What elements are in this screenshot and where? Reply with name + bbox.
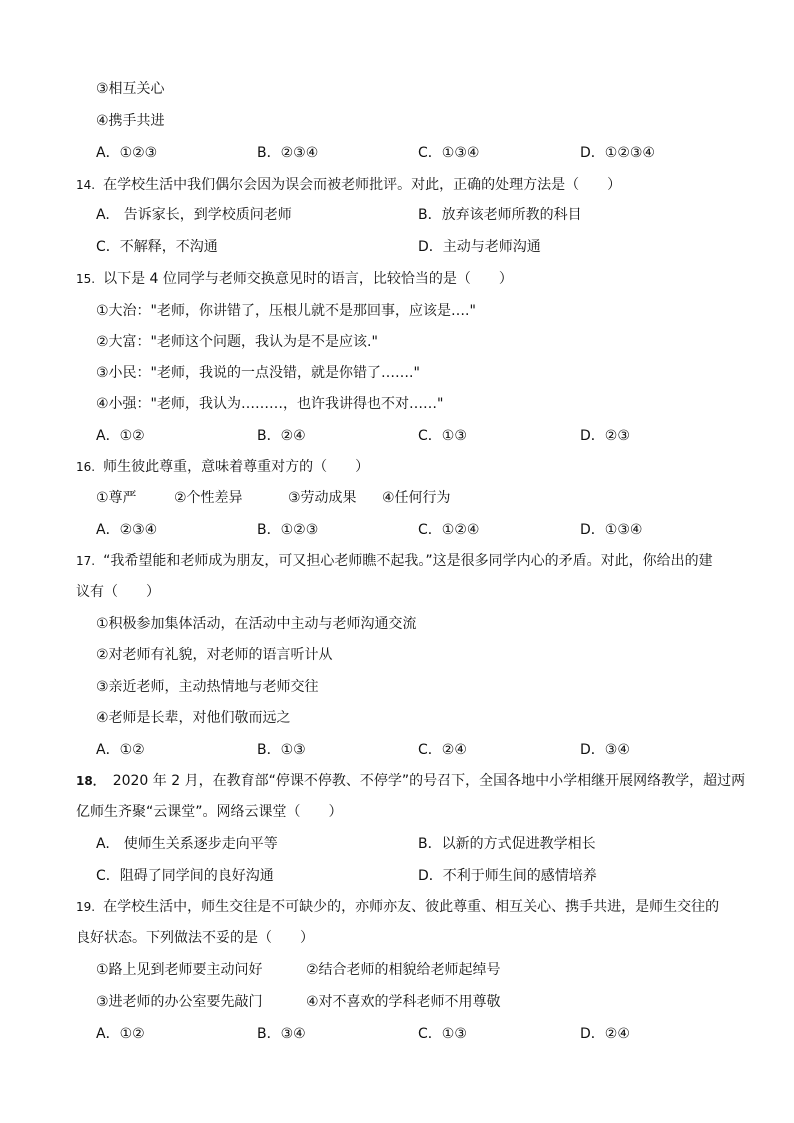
q16-item-4: ④任何行为 — [382, 490, 451, 506]
q13-choice-c: C．①③④ — [418, 145, 480, 161]
q15-choice-d: D．②③ — [580, 428, 630, 444]
q14-choice-a: A. 告诉家长，到学校质问老师 — [96, 207, 292, 223]
q19-stem-line2: 良好状态。下列做法不妥的是（ ） — [76, 930, 314, 946]
q16-text: 师生彼此尊重，意味着尊重对方的（ ） — [103, 459, 370, 475]
q17-number: 17. — [76, 554, 96, 568]
q18-choice-d: D．不利于师生间的感情培养 — [418, 868, 597, 884]
q18-text-1: 2020 年 2 月，在教育部“停课不停教、不停学”的号召下，全国各地中小学相继开展网络教学，超过两 — [112, 773, 746, 789]
q17-item-2: ②对老师有礼貌，对老师的语言听计从 — [96, 647, 333, 663]
q16-choice-d: D．①③④ — [580, 522, 643, 538]
q19-choice-c: C．①③ — [418, 1026, 467, 1042]
q13-choice-a: A．①②③ — [96, 145, 158, 161]
q16-item-2: ②个性差异 — [174, 490, 243, 506]
q15-item-4: ④小强："老师，我认为………，也许我讲得也不对……" — [96, 396, 444, 412]
q14-choice-c: C．不解释，不沟通 — [96, 239, 218, 255]
q19-choice-d: D．②④ — [580, 1026, 630, 1042]
q17-item-1: ①积极参加集体活动，在活动中主动与老师沟通交流 — [96, 616, 417, 632]
q19-text-1: 在学校生活中，师生交往是不可缺少的，亦师亦友、彼此尊重、相互关心、携手共进，是师生交往的 — [103, 899, 720, 915]
q16-number: 16. — [76, 460, 96, 474]
q13-choice-d: D．①②③④ — [580, 145, 655, 161]
q19-item-2: ②结合老师的相貌给老师起绰号 — [306, 962, 501, 978]
q14-text: 在学校生活中我们偶尔会因为误会而被老师批评。对此，正确的处理方法是（ ） — [103, 177, 622, 193]
q16-choice-c: C．①②④ — [418, 522, 480, 538]
q15-number: 15. — [76, 272, 96, 286]
q13-choice-b: B．②③④ — [257, 145, 319, 161]
q16-choice-b: B．①②③ — [257, 522, 319, 538]
q15-text: 以下是 4 位同学与老师交换意见时的语言，比较恰当的是（ ） — [103, 271, 513, 287]
q16-item-1: ①尊严 — [96, 490, 137, 506]
q15-stem — [76, 269, 513, 289]
q18-choice-a: A. 使师生关系逐步走向平等 — [96, 836, 278, 852]
q19-choice-b: B．③④ — [257, 1026, 306, 1042]
q17-stem-line2: 议有（ ） — [76, 584, 160, 600]
q18-stem-line1 — [76, 771, 745, 791]
q15-item-3: ③小民："老师，我说的一点没错，就是你错了……." — [96, 365, 420, 381]
q19-item-3: ③进老师的办公室要先敲门 — [96, 994, 263, 1010]
q18-number: 18． — [76, 774, 105, 788]
q18-choice-c: C．阻碍了同学间的良好沟通 — [96, 868, 274, 884]
q15-item-2: ②大富："老师这个问题，我认为是不是应该." — [96, 334, 378, 350]
q18-choice-b: B．以新的方式促进教学相长 — [418, 836, 596, 852]
q15-choice-c: C．①③ — [418, 428, 467, 444]
q19-stem-line1 — [76, 897, 719, 917]
q19-item-1: ①路上见到老师要主动问好 — [96, 962, 263, 978]
q17-choice-d: D．③④ — [580, 742, 630, 758]
q14-choice-b: B．放弃该老师所教的科目 — [418, 207, 582, 223]
q17-stem-line1 — [76, 551, 713, 571]
q17-text-1: “我希望能和老师成为朋友，可又担心老师瞧不起我。”这是很多同学内心的矛盾。对此，你给出的建 — [103, 553, 713, 569]
q19-number: 19. — [76, 900, 96, 914]
q15-item-1: ①大治："老师，你讲错了，压根儿就不是那回事，应该是…." — [96, 303, 476, 319]
q14-stem — [76, 175, 621, 195]
q13-item-4: ④携手共进 — [96, 113, 165, 129]
q17-choice-c: C．②④ — [418, 742, 467, 758]
q14-number: 14. — [76, 178, 96, 192]
q14-choice-d: D．主动与老师沟通 — [418, 239, 541, 255]
q16-stem — [76, 457, 369, 477]
q19-choice-a: A．①② — [96, 1026, 145, 1042]
q19-item-4: ④对不喜欢的学科老师不用尊敬 — [306, 994, 501, 1010]
q17-item-3: ③亲近老师，主动热情地与老师交往 — [96, 679, 319, 695]
q15-choice-a: A．①② — [96, 428, 145, 444]
q16-choice-a: A．②③④ — [96, 522, 158, 538]
q17-choice-a: A．①② — [96, 742, 145, 758]
q17-item-4: ④老师是长辈，对他们敬而远之 — [96, 710, 291, 726]
q16-item-3: ③劳动成果 — [288, 490, 357, 506]
q17-choice-b: B．①③ — [257, 742, 306, 758]
q15-choice-b: B．②④ — [257, 428, 306, 444]
q18-stem-line2: 亿师生齐聚“云课堂”。网络云课堂（ ） — [76, 804, 343, 820]
q13-item-3: ③相互关心 — [96, 81, 165, 97]
